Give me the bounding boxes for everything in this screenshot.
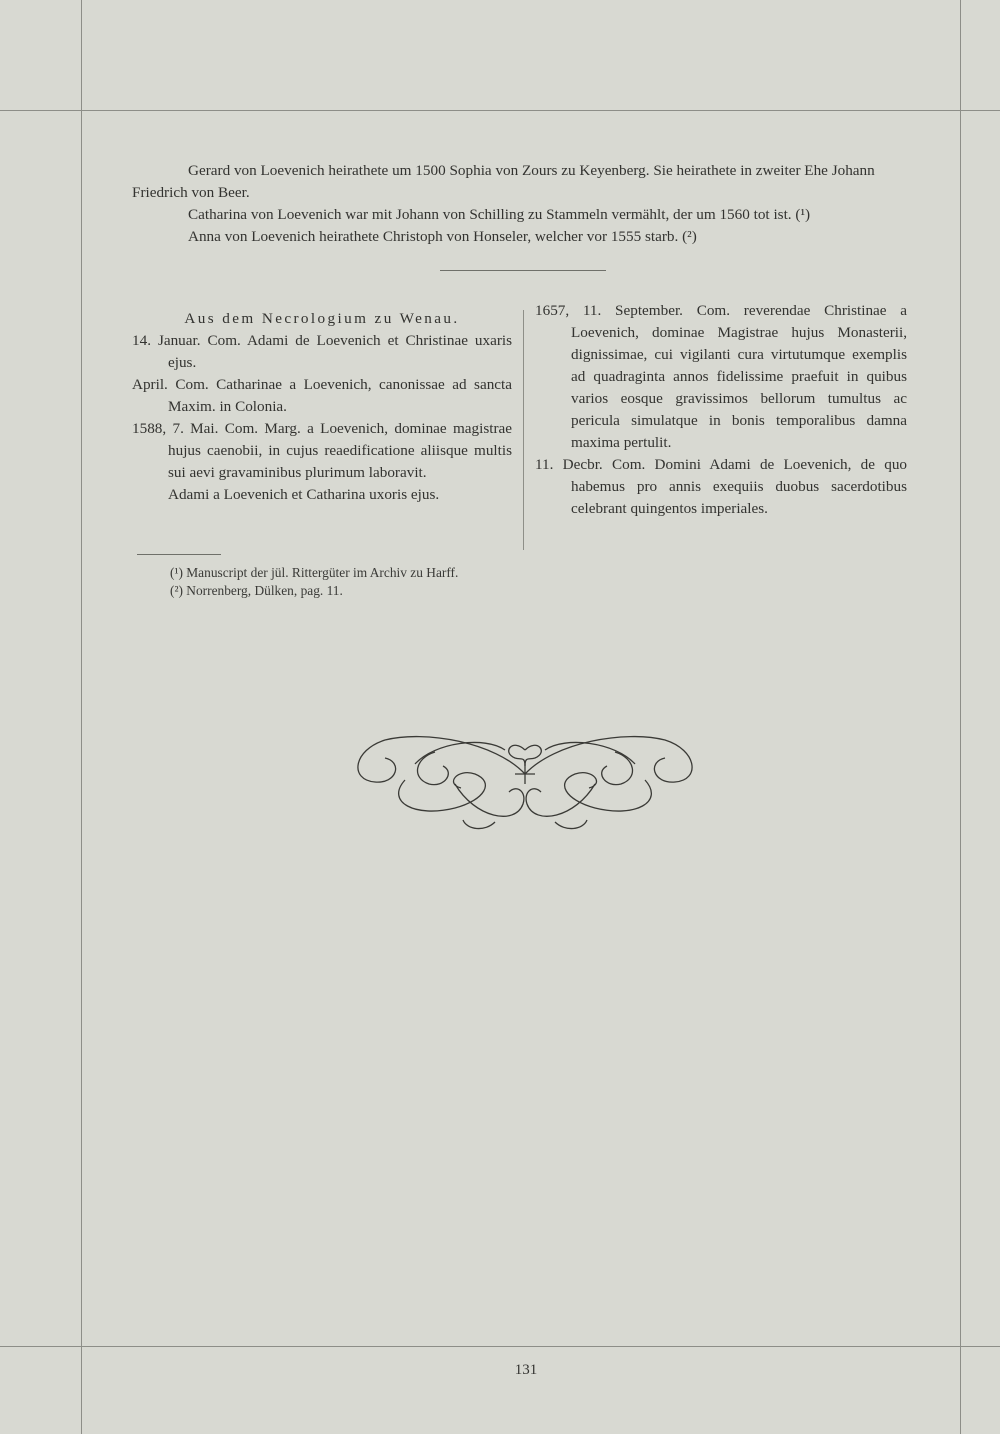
left-column bbox=[132, 308, 512, 506]
necrology-entry bbox=[132, 330, 512, 374]
intro-text bbox=[132, 160, 908, 248]
intro-paragraph-catharina: Catharina von Loevenich war mit Johann von Schilling zu Stammeln vermählt, der um 1560 tot ist. (¹) bbox=[188, 206, 811, 223]
entry-date: 11. Decbr. bbox=[535, 456, 603, 473]
section-separator bbox=[440, 270, 606, 271]
entry-text: Com. reverendae Christinae a Loevenich, dominae Magistrae hujus Monasterii, dignissimae, cui vigilanti cura virtutumque exemplis ad quadraginta annos fidelissime praefuit in quibus varios eosque gravissimos bellorum tumultus ac pericula simulatque in bonis temporalibus damna maxima pertulit. bbox=[571, 302, 908, 451]
right-column bbox=[535, 300, 907, 520]
entry-date: 1588, 7. Mai. bbox=[132, 420, 219, 437]
intro-paragraph-anna: Anna von Loevenich heirathete Christoph von Honseler, welcher vor 1555 starb. (²) bbox=[188, 228, 697, 245]
footnote-1: (¹) Manuscript der jül. Rittergüter im Archiv zu Harff. bbox=[170, 565, 459, 580]
intro-paragraph-gerard: Gerard von Loevenich heirathete um 1500 Sophia von Zours zu Keyenberg. Sie heirathete in zweiter Ehe Johann Friedrich von Beer. bbox=[132, 162, 875, 201]
entry-date: 1657, 11. September. bbox=[535, 302, 683, 319]
frame-line-right bbox=[960, 0, 961, 1434]
necrology-entry bbox=[535, 454, 907, 520]
necrology-heading: Aus dem Necrologium zu Wenau. bbox=[184, 310, 460, 327]
page-number: 131 bbox=[514, 1362, 538, 1378]
necrology-entry bbox=[132, 418, 512, 484]
frame-line-left bbox=[81, 0, 82, 1434]
entry-text: Com. Domini Adami de Loevenich, de quo habemus pro annis exequiis duobus sacerdotibus celebrant quingentos imperiales. bbox=[571, 456, 908, 517]
necrology-closing: Adami a Loevenich et Catharina uxoris ejus. bbox=[168, 486, 440, 503]
entry-date: April. bbox=[132, 376, 168, 393]
footnotes bbox=[170, 564, 570, 600]
frame-line-bottom bbox=[0, 1346, 1000, 1347]
flourish-ornament-icon bbox=[345, 722, 705, 834]
necrology-entry bbox=[535, 300, 907, 454]
column-divider bbox=[523, 310, 524, 550]
entry-text: Com. Adami de Loevenich et Christinae uxaris ejus. bbox=[168, 332, 513, 371]
necrology-entry bbox=[132, 374, 512, 418]
footnote-rule bbox=[137, 554, 221, 555]
entry-text: Com. Marg. a Loevenich, dominae magistrae hujus caenobii, in cujus reaedificatione aliisque multis sui aevi gravaminibus plurimum laboravit. bbox=[168, 420, 513, 481]
footnote-2: (²) Norrenberg, Dülken, pag. 11. bbox=[170, 583, 343, 598]
entry-date: 14. Januar. bbox=[132, 332, 201, 349]
frame-line-top bbox=[0, 110, 1000, 111]
entry-text: Com. Catharinae a Loevenich, canonissae ad sancta Maxim. in Colonia. bbox=[168, 376, 513, 415]
